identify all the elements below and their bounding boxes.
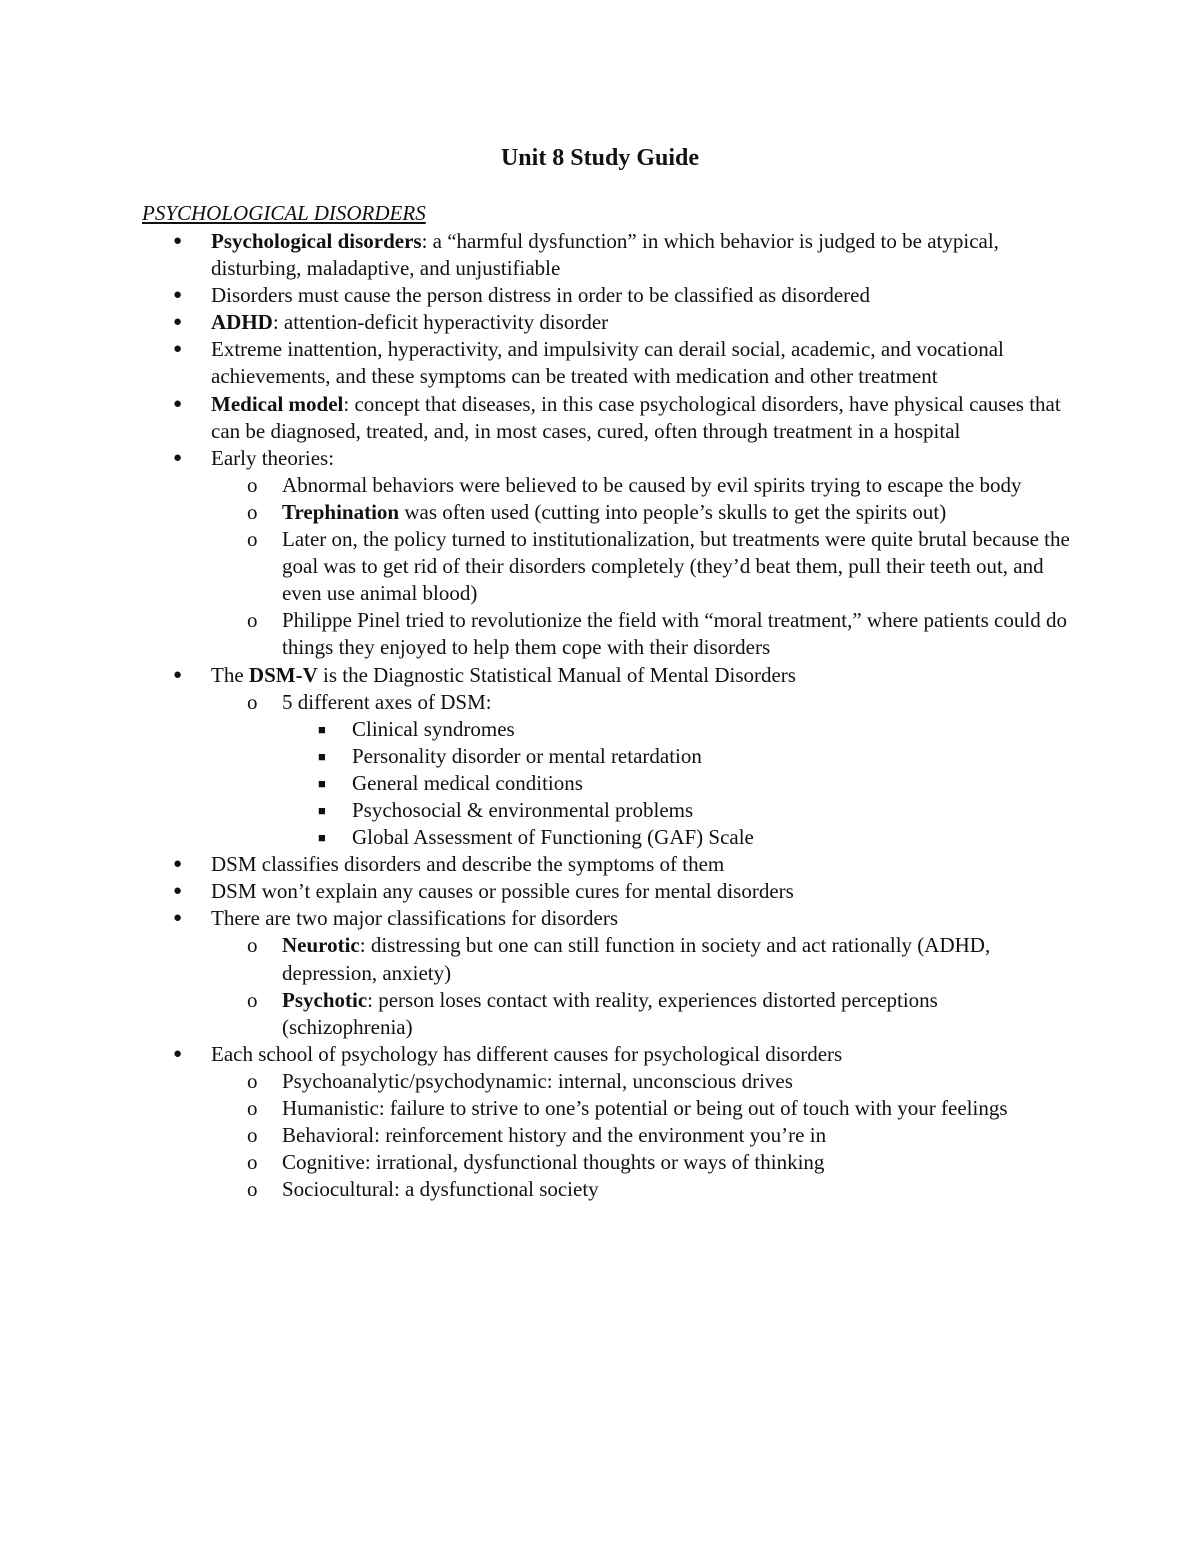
bullet-square-icon: ■ xyxy=(318,830,326,846)
bullet-circle-icon: o xyxy=(247,527,258,552)
bullet-square-icon: ■ xyxy=(318,802,326,818)
list-item-text xyxy=(282,689,1072,716)
list-item-text xyxy=(211,878,1071,905)
list-item-text xyxy=(352,797,1072,824)
bullet-circle-icon: o xyxy=(247,499,258,524)
list-item-body: Humanistic: failure to strive to one’s potential or being out of touch with your feelings xyxy=(282,1096,1008,1120)
list-item-body: Abnormal behaviors were believed to be caused by evil spirits trying to escape the body xyxy=(282,472,1022,497)
list-item xyxy=(0,309,1071,336)
list-item-text xyxy=(211,662,1071,689)
list-item-text xyxy=(282,1068,1072,1095)
list-item xyxy=(0,228,1071,282)
bullet-circle-icon: o xyxy=(247,933,258,958)
list-item xyxy=(0,445,1071,472)
list-item-body: Personality disorder or mental retardation xyxy=(352,743,702,768)
list-item xyxy=(0,905,1071,932)
list-item xyxy=(0,607,1072,661)
list-item-body: Psychosocial & environmental problems xyxy=(352,797,694,822)
bullet-dot-icon: ● xyxy=(173,449,183,466)
list-item xyxy=(0,1176,1072,1203)
bullet-circle-icon: o xyxy=(247,689,258,714)
list-item xyxy=(0,662,1071,689)
list-item-body: : person loses contact with reality, experiences distorted perceptions (schizophrenia) xyxy=(282,987,938,1039)
list-item-term: Psychotic xyxy=(282,987,368,1012)
list-item-body: Cognitive: irrational, dysfunctional thoughts or ways of thinking xyxy=(282,1150,825,1175)
list-item xyxy=(0,336,1071,390)
list-item-text xyxy=(211,391,1071,445)
list-item-body: is the Diagnostic Statistical Manual of Mental Disorders xyxy=(317,662,796,687)
bullet-square-icon: ■ xyxy=(318,775,326,791)
bullet-dot-icon: ● xyxy=(173,1045,183,1062)
section-heading: PSYCHOLOGICAL DISORDERS xyxy=(142,201,426,225)
list-item xyxy=(0,1095,1072,1122)
list-item xyxy=(0,987,1072,1041)
list-item xyxy=(0,472,1072,499)
bullet-circle-icon: o xyxy=(247,1096,258,1120)
list-item-text xyxy=(282,932,1072,986)
bullet-circle-icon: o xyxy=(247,608,258,633)
list-item-body: Behavioral: reinforcement history and the environment you’re in xyxy=(282,1123,827,1148)
list-item-body: Global Assessment of Functioning (GAF) Scale xyxy=(352,825,754,850)
list-item-text xyxy=(211,228,1071,282)
list-item-text xyxy=(282,499,1072,526)
list-item xyxy=(0,1149,1072,1176)
list-item-text xyxy=(211,336,1071,390)
list-item-term: Medical model xyxy=(211,391,344,416)
list-item-text xyxy=(211,905,1071,932)
list-item-term: Trephination xyxy=(282,499,400,524)
list-item-body: Psychoanalytic/psychodynamic: internal, unconscious drives xyxy=(282,1068,793,1093)
list-item-body: DSM won’t explain any causes or possible cures for mental disorders xyxy=(211,879,794,904)
list-item-text xyxy=(352,743,1072,770)
list-item xyxy=(0,1041,1071,1068)
list-item xyxy=(0,851,1071,878)
list-item xyxy=(0,689,1072,716)
list-item-text xyxy=(282,472,1072,499)
list-item-body: Sociocultural: a dysfunctional society xyxy=(282,1177,599,1202)
list-item-term: Neurotic xyxy=(282,933,360,958)
bullet-dot-icon: ● xyxy=(173,395,183,412)
bullet-circle-icon: o xyxy=(247,987,258,1012)
list-item xyxy=(0,878,1071,905)
list-item-prefix: The xyxy=(211,662,249,687)
list-item-body: : concept that diseases, in this case psychological disorders, have physical causes that can be diagnosed, treated, and, in most cases, cured, often through treatment in a hospital xyxy=(211,391,1061,443)
list-item-text xyxy=(352,824,1072,851)
bullet-dot-icon: ● xyxy=(173,666,183,683)
list-item-term: Psychological disorders xyxy=(211,229,422,253)
list-item-body: Later on, the policy turned to institutionalization, but treatments were quite brutal because the goal was to get rid of their disorders completely (they’d beat them, pull their teeth out, and even use animal blood) xyxy=(282,527,1070,606)
list-item-body: Early theories: xyxy=(211,445,335,470)
list-item xyxy=(0,743,1072,770)
bullet-dot-icon: ● xyxy=(173,314,183,331)
bullet-dot-icon: ● xyxy=(173,883,183,900)
list-item-body: Extreme inattention, hyperactivity, and impulsivity can derail social, academic, and vocational achievements, and these symptoms can be treated with medication and other treatment xyxy=(211,337,1004,389)
bullet-circle-icon: o xyxy=(247,1068,258,1093)
list-item-text xyxy=(282,607,1072,661)
list-item-text xyxy=(352,716,1072,743)
bullet-circle-icon: o xyxy=(247,1123,258,1148)
list-item-text xyxy=(211,309,1071,336)
list-item-text xyxy=(282,1122,1072,1149)
list-item-body: General medical conditions xyxy=(352,770,583,795)
list-item-body: : a “harmful dysfunction” in which behavior is judged to be atypical, disturbing, maladaptive, and unjustifiable xyxy=(211,229,999,281)
list-item-body: Clinical syndromes xyxy=(352,716,515,741)
list-item-body: DSM classifies disorders and describe the symptoms of them xyxy=(211,852,725,877)
list-item-text xyxy=(282,1095,1072,1122)
list-item-body: Philippe Pinel tried to revolutionize the field with “moral treatment,” where patients could do things they enjoyed to help them cope with their disorders xyxy=(282,608,1067,660)
list-item xyxy=(0,1068,1072,1095)
bullet-dot-icon: ● xyxy=(173,233,183,249)
list-item-text xyxy=(282,987,1072,1041)
list-item-text xyxy=(282,1176,1072,1203)
list-item-body: : attention-deficit hyperactivity disorder xyxy=(272,310,609,335)
list-item xyxy=(0,499,1072,526)
bullet-circle-icon: o xyxy=(247,472,258,497)
list-item-body: : distressing but one can still function in society and act rationally (ADHD, depression, anxiety) xyxy=(282,933,991,985)
list-item-body: 5 different axes of DSM: xyxy=(282,689,492,714)
bullet-square-icon: ■ xyxy=(318,721,326,737)
list-item-body: There are two major classifications for disorders xyxy=(211,906,619,931)
list-item-text xyxy=(282,1149,1072,1176)
list-item-text xyxy=(211,445,1071,472)
list-item-text xyxy=(282,526,1072,607)
list-item-text xyxy=(211,851,1071,878)
bullet-circle-icon: o xyxy=(247,1177,258,1202)
list-item xyxy=(0,526,1072,607)
list-item xyxy=(0,770,1072,797)
list-item-text xyxy=(211,1041,1071,1068)
bullet-square-icon: ■ xyxy=(318,748,326,764)
list-item-text xyxy=(352,770,1072,797)
bullet-dot-icon: ● xyxy=(173,910,183,927)
list-item xyxy=(0,391,1071,445)
list-item xyxy=(0,1122,1072,1149)
list-item xyxy=(0,716,1072,743)
bullet-list xyxy=(0,228,1200,1203)
bullet-dot-icon: ● xyxy=(173,856,183,873)
bullet-dot-icon: ● xyxy=(173,341,183,358)
bullet-circle-icon: o xyxy=(247,1150,258,1175)
list-item xyxy=(0,282,1071,309)
list-item xyxy=(0,797,1072,824)
list-item-term: ADHD xyxy=(211,310,273,335)
list-item xyxy=(0,824,1072,851)
list-item-body: Disorders must cause the person distress in order to be classified as disordered xyxy=(211,283,870,308)
list-item-body: Each school of psychology has different causes for psychological disorders xyxy=(211,1041,843,1066)
list-item-term: DSM-V xyxy=(248,662,318,687)
list-item-body: was often used (cutting into people’s skulls to get the spirits out) xyxy=(399,499,947,524)
list-item xyxy=(0,932,1072,986)
list-item-text xyxy=(211,282,1071,309)
page-title: Unit 8 Study Guide xyxy=(500,145,700,171)
bullet-dot-icon: ● xyxy=(173,287,183,304)
